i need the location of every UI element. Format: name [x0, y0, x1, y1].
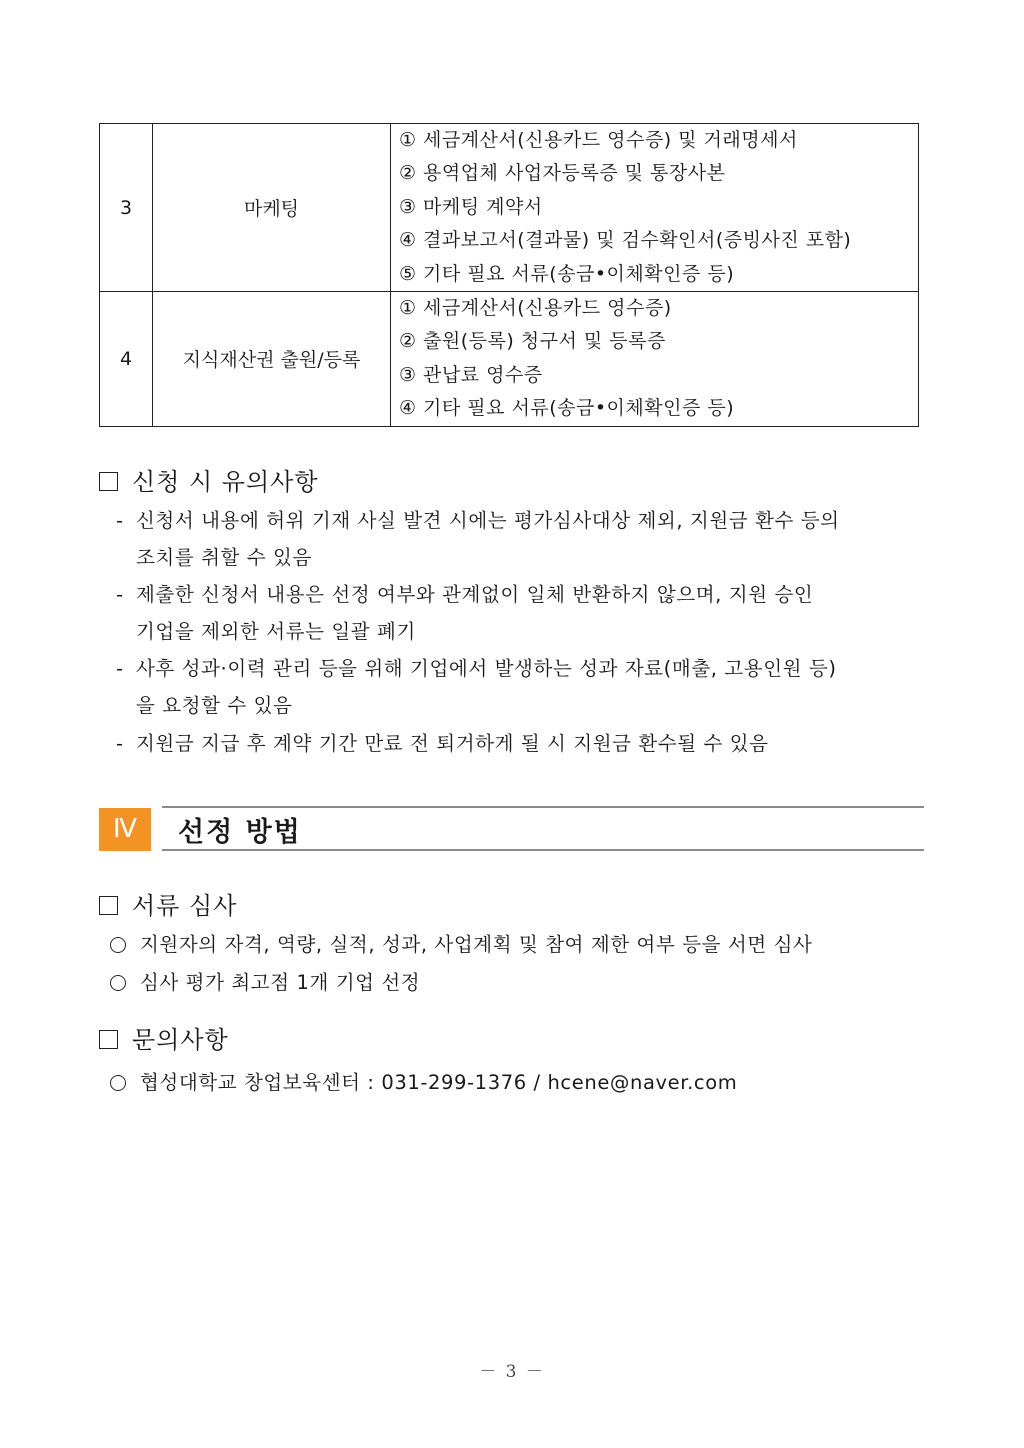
page-number: － 3 －: [479, 1362, 545, 1382]
document-item: ④ 기타 필요 서류(송금•이체확인증 등): [399, 397, 735, 420]
notice-line: 기업을 제외한 서류는 일괄 폐기: [136, 620, 416, 643]
document-item: ③ 마케팅 계약서: [399, 195, 543, 218]
notice-line: 조치를 취할 수 있음: [136, 546, 312, 569]
checkbox-square-icon: [99, 472, 118, 491]
row-number: 3: [100, 124, 153, 292]
document-item: ④ 결과보고서(결과물) 및 검수확인서(증빙사진 포함): [399, 229, 852, 252]
document-item: ③ 관납료 영수증: [399, 363, 543, 386]
review-item: 지원자의 자격, 역량, 실적, 성과, 사업계획 및 참여 제한 여부 등을 서면 심사: [110, 929, 812, 957]
chapter-rule: [162, 806, 924, 808]
row-documents: [391, 124, 919, 292]
notice-line: 을 요청할 수 있음: [136, 694, 293, 717]
row-documents: [391, 292, 919, 427]
row-category: 지식재산권 출원/등록: [153, 292, 391, 427]
checkbox-square-icon: [99, 896, 118, 915]
document-item: ② 출원(등록) 청구서 및 등록증: [399, 330, 666, 353]
contact-item: 협성대학교 창업보육센터 : 031-299-1376 / hcene@naver.com: [110, 1067, 737, 1095]
document-item: ① 세금계산서(신용카드 영수증) 및 거래명세서: [399, 129, 798, 152]
row-number: 4: [100, 292, 153, 427]
table-row: [100, 124, 919, 292]
contact-heading: 문의사항: [99, 1020, 229, 1055]
table-row: [100, 292, 919, 427]
chapter-title: 선정 방법: [178, 817, 302, 848]
document-item: ② 용역업체 사업자등록증 및 통장사본: [399, 162, 726, 185]
circle-bullet-icon: [110, 975, 126, 991]
chapter-number-badge: Ⅳ: [99, 808, 151, 851]
row-category: 마케팅: [153, 124, 391, 292]
circle-bullet-icon: [110, 1075, 126, 1091]
review-item: 심사 평가 최고점 1개 기업 선정: [110, 967, 420, 995]
checkbox-square-icon: [99, 1030, 118, 1049]
review-heading: 서류 심사: [99, 886, 237, 921]
notice-line: - 제출한 신청서 내용은 선정 여부와 관계없이 일체 반환하지 않으며, 지원 승인: [116, 583, 814, 606]
circle-bullet-icon: [110, 937, 126, 953]
document-item: ① 세금계산서(신용카드 영수증): [399, 297, 672, 319]
required-documents-table: [99, 123, 919, 427]
notice-line: - 신청서 내용에 허위 기재 사실 발견 시에는 평가심사대상 제외, 지원금 환수 등의: [116, 509, 840, 532]
notice-line: - 지원금 지급 후 계약 기간 만료 전 퇴거하게 될 시 지원금 환수될 수 있음: [116, 732, 769, 755]
chapter-rule: [162, 849, 924, 851]
notice-heading: 신청 시 유의사항: [99, 462, 319, 497]
document-item: ⑤ 기타 필요 서류(송금•이체확인증 등): [399, 262, 735, 285]
notice-line: - 사후 성과·이력 관리 등을 위해 기업에서 발생하는 성과 자료(매출, 고용인원 등): [116, 657, 837, 680]
